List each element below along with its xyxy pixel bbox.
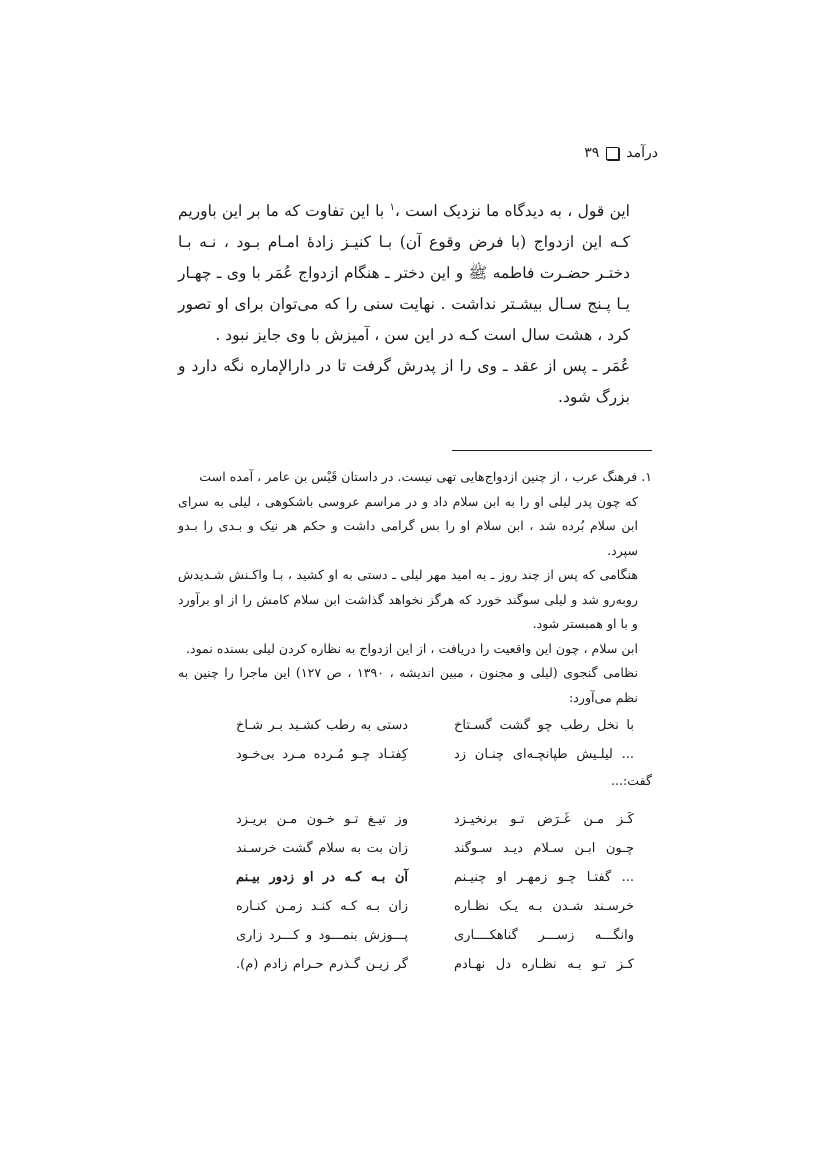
paragraph-1-rest: این ازدواج (با فرض وقوع آن) بـا کنیـز زادهٔ امـام بـود ، نـه بـا دختـر حضـرت فاطمه ﷺ و این دختر ـ هنگام ازدواج عُمَر با وی ـ چهـار یـا پـنج سـال بیشـتر نداشت . نهایت سنی را که می‌توان برای او تصور کرد ، هشت سال است کـه در این سن ، آمیزش با وی جایز نبود . <box>178 233 630 344</box>
poem-spacer <box>178 792 652 804</box>
poem-hemistich-right: خرسـند شـدن بـه یـک نظـاره <box>454 899 634 915</box>
poem-verse <box>178 712 652 741</box>
poem-hemistich-right: با نخل رطب چو گشت گسـتاخ <box>454 718 634 734</box>
poem-hemistich-right: کَـز مـن غَـرَض تـو برنخیـزد <box>454 812 634 828</box>
poem-hemistich-left-bold: آن بـه کـه در او زدور بیـنم <box>236 870 408 886</box>
poem-hemistich-left: کِفتـاد چـو مُـرده مـرد بی‌خـود <box>236 747 408 763</box>
poem-verse <box>178 951 652 980</box>
poem-interlude: گفت:... <box>611 773 652 788</box>
poem-hemistich-left: گر زیـن گـذرم حـرام زادم (م). <box>236 957 408 973</box>
square-box-icon <box>606 147 619 160</box>
paragraph-1 <box>178 196 652 351</box>
poem-part-1 <box>178 712 652 770</box>
running-head-title: درآمد <box>626 145 658 161</box>
poem-verse <box>178 741 652 770</box>
footnotes <box>178 465 652 980</box>
poem-hemistich-left: زان بت به سلام گشت خرسـند <box>236 841 408 857</box>
poem-verse <box>178 864 652 893</box>
main-text <box>178 196 652 413</box>
book-page <box>178 140 658 980</box>
footnote-divider <box>452 450 652 451</box>
poem-verse <box>178 835 652 864</box>
paragraph-1-part-b: با این تفاوت که ما بر این باوریم کـه <box>178 202 630 251</box>
poem-hemistich-left: پـــوزش بنمـــود و کـــرد زاری <box>236 928 408 944</box>
poem-hemistich-right: وانگـــه زســـر گناهکــــاری <box>454 928 634 944</box>
footnote-1-paragraph-3-first: ابن سلام ، چون این واقعیت را دریافت ، از این ازدواج به نظاره کردن لیلی بسنده نمود. <box>185 640 638 656</box>
paragraph-2: عُمَر ـ پس از عقد ـ وی را از پدرش گرفت تا در دارالإماره نگه دارد و بزرگ شود. <box>178 357 630 406</box>
poem-hemistich-right: چـون ابـن سـلام دیـد سـوگند <box>454 841 634 857</box>
poem-part-2 <box>178 806 652 980</box>
footnote-1-continuation: که چون پدر لیلی او را به ابن سلام داد و در مراسم عروسی باشکوهی ، لیلی به سرای ابن سلام بُرده شد ، ابن سلام او را بس گرامی داشت و حکم هر نیک و بـدی را بـدو سپرد. <box>178 493 638 558</box>
footnote-reference: ۱ <box>389 201 395 213</box>
poem-hemistich-left: زان بـه کـه کنـد زمـن کنـاره <box>236 899 408 915</box>
paragraph-1-part-a: این قول ، به دیدگاه ما نزدیک است ، <box>394 202 630 220</box>
footnote-1-paragraph-2: هنگامی که پس از چند روز ـ به امید مهر لیلی ـ دستی به او کشید ، بـا واکـنش شـدیدش روبه‌رو شد و لیلی سوگند خورد که هرگز نخواهد گذاشت ابن سلام کامش را از او برآورد و با او همبستر شود. <box>178 567 638 631</box>
poem-verse <box>178 922 652 951</box>
footnote-1-paragraph-3-cont: نظامی گنجوی (لیلی و مجنون ، مبین اندیشه ، ۱۳۹۰ ، ص ۱۲۷) این ماجرا را چنین به نظم می‌آورد: <box>178 665 638 705</box>
poem-verse <box>178 893 652 922</box>
poem-hemistich-right: کـز تـو بـه نظـاره دل نهـادم <box>454 957 634 973</box>
poem-hemistich-left: وز تیـغ تـو خـون مـن بریـزد <box>236 812 408 828</box>
poem-verse <box>178 806 652 835</box>
poem-hemistich-right: ... لیلـیش طپانچـه‌ای چنـان زد <box>454 747 634 763</box>
poem-hemistich-right: ... گفتـا چـو زمهـر او چنیـنم <box>454 870 634 886</box>
poem-hemistich-left: دستی به رطب کشـید بـر شـاخ <box>236 718 408 734</box>
footnote-1-first-line: ۱. فرهنگ عرب ، از چنین ازدواج‌هایی تهی نیست. در داستان قَیْس بن عامر ، آمده است <box>199 469 652 484</box>
running-head <box>178 140 658 166</box>
page-number: ۳۹ <box>584 145 600 161</box>
